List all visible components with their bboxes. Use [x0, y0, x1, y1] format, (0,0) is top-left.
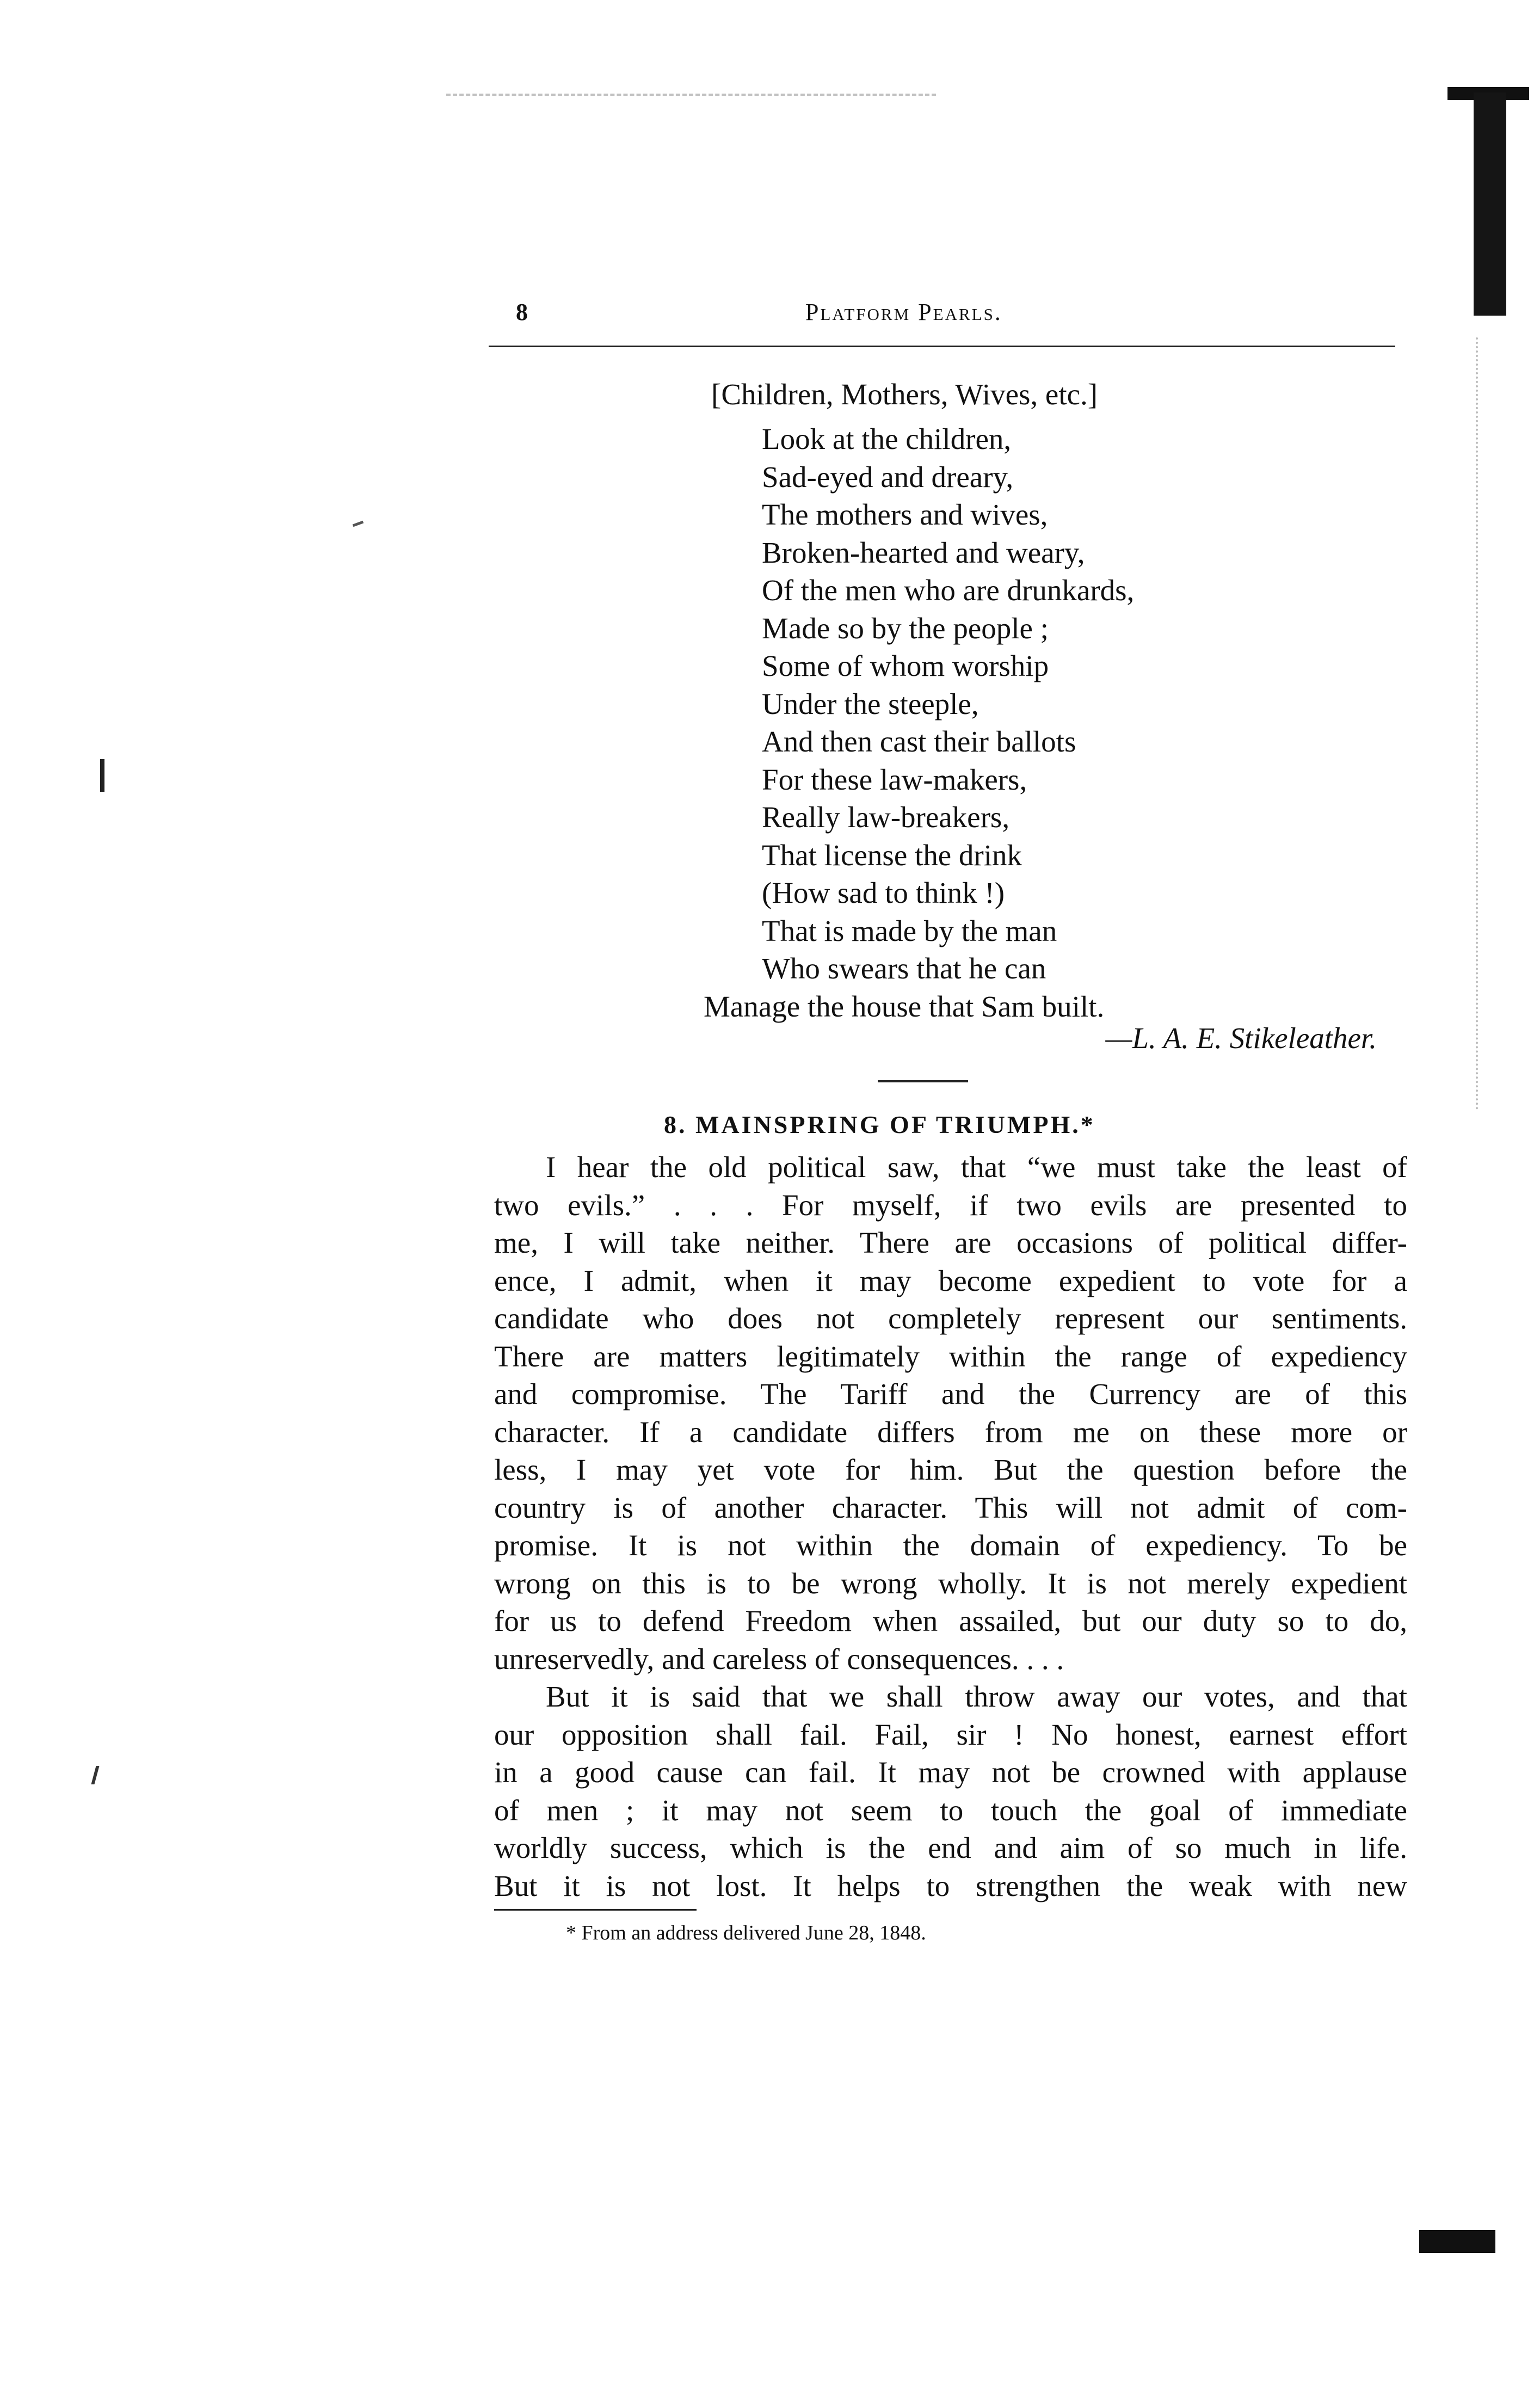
body-line: country is of another character. This will not admit of com- — [494, 1491, 1407, 1524]
margin-mark — [91, 1766, 99, 1784]
body-line: promise. It is not within the domain of expediency. To be — [494, 1529, 1407, 1562]
poem — [704, 420, 1135, 1025]
binder-clip-strip — [1469, 87, 1513, 316]
body-line: ence, I admit, when it may become expedient to vote for a — [494, 1264, 1407, 1297]
poem-final-line: Manage the house that Sam built. — [704, 989, 1105, 1023]
poem-line: Of the men who are drunkards, — [762, 574, 1135, 607]
poem-line: (How sad to think !) — [762, 876, 1005, 909]
body-line: and compromise. The Tariff and the Currency are of this — [494, 1377, 1407, 1411]
header-rule — [489, 346, 1395, 347]
margin-mark — [353, 521, 364, 527]
section-heading: 8. MAINSPRING OF TRIUMPH.* — [664, 1111, 1095, 1138]
body-line: But it is not lost. It helps to strengthen the weak with new — [494, 1869, 1407, 1902]
poem-line: That is made by the man — [762, 914, 1057, 947]
poem-line: Who swears that he can — [762, 952, 1046, 985]
body-line: in a good cause can fail. It may not be crowned with applause — [494, 1756, 1407, 1789]
poem-line: Some of whom worship — [762, 649, 1049, 682]
footnote-rule — [494, 1909, 697, 1911]
poem-line: For these law-makers, — [762, 762, 1027, 796]
body-line: character. If a candidate differs from me on these more or — [494, 1415, 1407, 1449]
body-line: worldly success, which is the end and aim of so much in life. — [494, 1831, 1407, 1864]
body-line: But it is said that we shall throw away our votes, and that — [546, 1680, 1407, 1713]
body-line: our opposition shall fail. Fail, sir ! No honest, earnest effort — [494, 1717, 1407, 1751]
body-line: There are matters legitimately within the range of expediency — [494, 1339, 1407, 1373]
poem-line: Made so by the people ; — [762, 611, 1049, 645]
poem-line: And then cast their ballots — [762, 725, 1076, 758]
body-line: I hear the old political saw, that “we must take the least of — [546, 1150, 1407, 1184]
poem-heading: [Children, Mothers, Wives, etc.] — [711, 378, 1098, 411]
margin-mark — [100, 759, 104, 792]
poem-line: That license the drink — [762, 838, 1022, 872]
poem-line: Under the steeple, — [762, 687, 979, 720]
poem-line: Sad-eyed and dreary, — [762, 460, 1014, 494]
scan-bar — [1419, 2230, 1495, 2253]
scan-noise-top — [446, 94, 936, 100]
section-body — [494, 1148, 1407, 1905]
poem-line: The mothers and wives, — [762, 498, 1048, 531]
body-line: unreservedly, and careless of consequences. . . . — [494, 1642, 1064, 1676]
running-title: Platform Pearls. — [805, 299, 1002, 325]
body-line: wrong on this is to be wrong wholly. It is not merely expedient — [494, 1566, 1407, 1600]
poem-line: Look at the children, — [762, 422, 1012, 455]
poem-line: Broken-hearted and weary, — [762, 535, 1085, 569]
body-line: me, I will take neither. There are occasions of political differ- — [494, 1226, 1407, 1259]
section-divider — [878, 1080, 968, 1082]
poem-line: Really law-breakers, — [762, 800, 1010, 834]
page-number: 8 — [516, 299, 528, 325]
body-line: of men ; it may not seem to touch the goal of immediate — [494, 1793, 1407, 1827]
footnote: * From an address delivered June 28, 1848. — [566, 1922, 926, 1944]
body-line: two evils.” . . . For myself, if two evils are presented to — [494, 1188, 1407, 1222]
binder-bar — [1474, 93, 1506, 316]
poem-attribution: —L. A. E. Stikeleather. — [1105, 1021, 1377, 1055]
body-line: candidate who does not completely represent our sentiments. — [494, 1302, 1407, 1335]
page-edge-shadow — [1476, 337, 1480, 1110]
body-line: for us to defend Freedom when assailed, but our duty so to do, — [494, 1604, 1407, 1637]
body-line: less, I may yet vote for him. But the question before the — [494, 1453, 1407, 1486]
